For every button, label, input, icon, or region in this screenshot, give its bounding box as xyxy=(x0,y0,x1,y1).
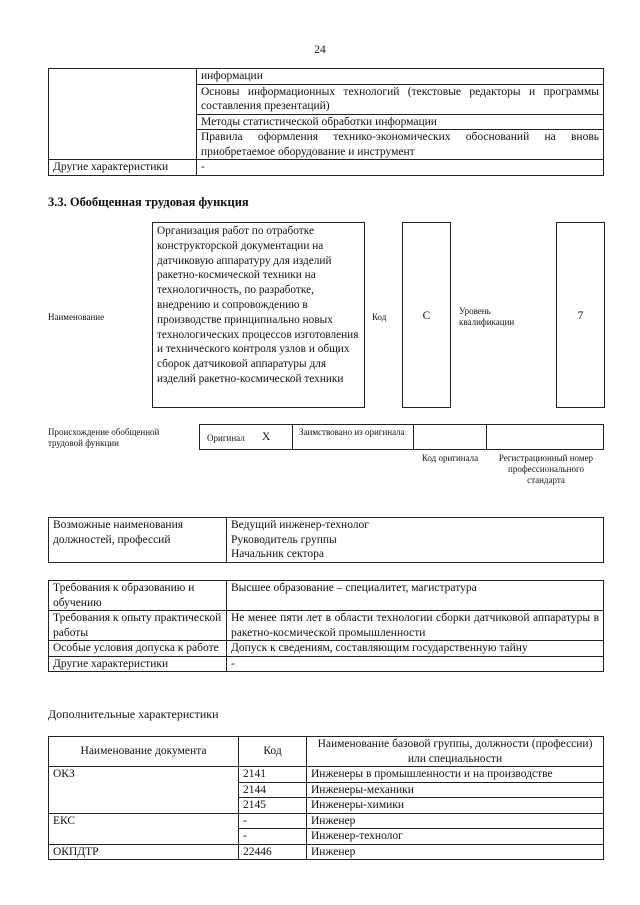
group-name-cell: Инженер xyxy=(307,844,604,860)
code-cell: 2144 xyxy=(239,782,307,798)
document-name: ОКЗ xyxy=(49,767,239,814)
group-name-cell: Инженеры-механики xyxy=(307,782,604,798)
header-code: Код xyxy=(239,737,307,767)
original-mark: X xyxy=(262,431,271,443)
requirement-label: Требования к опыту практической работы xyxy=(49,611,227,641)
section-title: 3.3. Обобщенная трудовая функция xyxy=(48,195,249,209)
position-item: Начальник сектора xyxy=(231,548,324,560)
knowledge-row: Правила оформления технико-экономических обоснований на вновь приобретаемое оборудование и инструмент xyxy=(197,130,604,160)
code-label: Код xyxy=(372,312,387,322)
level-label: Уровень квалификации xyxy=(459,306,515,327)
requirement-label: Особые условия допуска к работе xyxy=(49,641,227,657)
positions-label: Возможные наименования должностей, профессий xyxy=(49,518,227,563)
borrowed-label: Заимствовано из оригинала xyxy=(299,427,405,437)
origin-code-cell xyxy=(413,424,487,450)
requirement-label: Другие характеристики xyxy=(49,656,227,672)
position-item: Ведущий инженер-технолог xyxy=(231,519,369,531)
document-name: ЕКС xyxy=(49,813,239,844)
document-name: ОКПДТР xyxy=(49,844,239,860)
group-name-cell: Инженеры-химики xyxy=(307,798,604,814)
requirement-value: Высшее образование – специалитет, магистратура xyxy=(227,581,604,611)
positions-table xyxy=(48,517,604,563)
name-label: Наименование xyxy=(48,312,105,322)
group-name-cell: Инженер-технолог xyxy=(307,829,604,845)
group-name-cell: Инженер xyxy=(307,813,604,829)
requirements-table xyxy=(48,580,604,672)
function-name-box: Организация работ по отработке конструкторской документации на датчиковую аппаратуру для изделий ракетно-космической техники на технологичность, по разработке, внедрению и сопровождению в производстве принципиально новых технологических процессов изготовления и технического контроля узлов и общих сборок датчиковой аппаратуры для изделий ракетно-космической техники xyxy=(152,222,365,408)
original-label: Оригинал xyxy=(207,433,245,443)
requirement-value: Не менее пяти лет в области технологии сборки датчиковой аппаратуры в ракетно-космической промышленности xyxy=(227,611,604,641)
knowledge-table xyxy=(48,68,604,176)
other-characteristics-value: - xyxy=(197,160,604,176)
registration-caption: Регистрационный номер профессионального стандарта xyxy=(498,453,594,485)
registration-number-cell xyxy=(486,424,604,450)
code-cell: - xyxy=(239,829,307,845)
origin-label: Происхождение обобщенной трудовой функции xyxy=(48,427,160,448)
original-cell xyxy=(199,424,293,450)
knowledge-row: Методы статистической обработки информации xyxy=(197,114,604,130)
level-value: 7 xyxy=(577,310,584,322)
code-box xyxy=(402,222,451,408)
code-cell: 2141 xyxy=(239,767,307,783)
code-cell: 2145 xyxy=(239,798,307,814)
borrowed-cell xyxy=(292,424,414,450)
extra-table xyxy=(48,736,604,860)
header-document: Наименование документа xyxy=(49,737,239,767)
level-box xyxy=(556,222,605,408)
other-characteristics-label: Другие характеристики xyxy=(49,160,197,176)
header-group-name: Наименование базовой группы, должности (профессии) или специальности xyxy=(307,737,604,767)
code-value: C xyxy=(422,310,431,322)
knowledge-row: информации xyxy=(197,69,604,85)
requirement-label: Требования к образованию и обучению xyxy=(49,581,227,611)
position-item: Руководитель группы xyxy=(231,533,337,546)
requirement-value: Допуск к сведениям, составляющим государственную тайну xyxy=(227,641,604,657)
page-number: 24 xyxy=(314,44,326,56)
requirement-value: - xyxy=(227,656,604,672)
code-cell: 22446 xyxy=(239,844,307,860)
origin-code-caption: Код оригинала xyxy=(421,453,479,463)
group-name-cell: Инженеры в промышленности и на производстве xyxy=(307,767,604,783)
knowledge-row: Основы информационных технологий (текстовые редакторы и программы составления презентаций) xyxy=(197,84,604,114)
code-cell: - xyxy=(239,813,307,829)
extra-title: Дополнительные характеристики xyxy=(48,707,219,721)
